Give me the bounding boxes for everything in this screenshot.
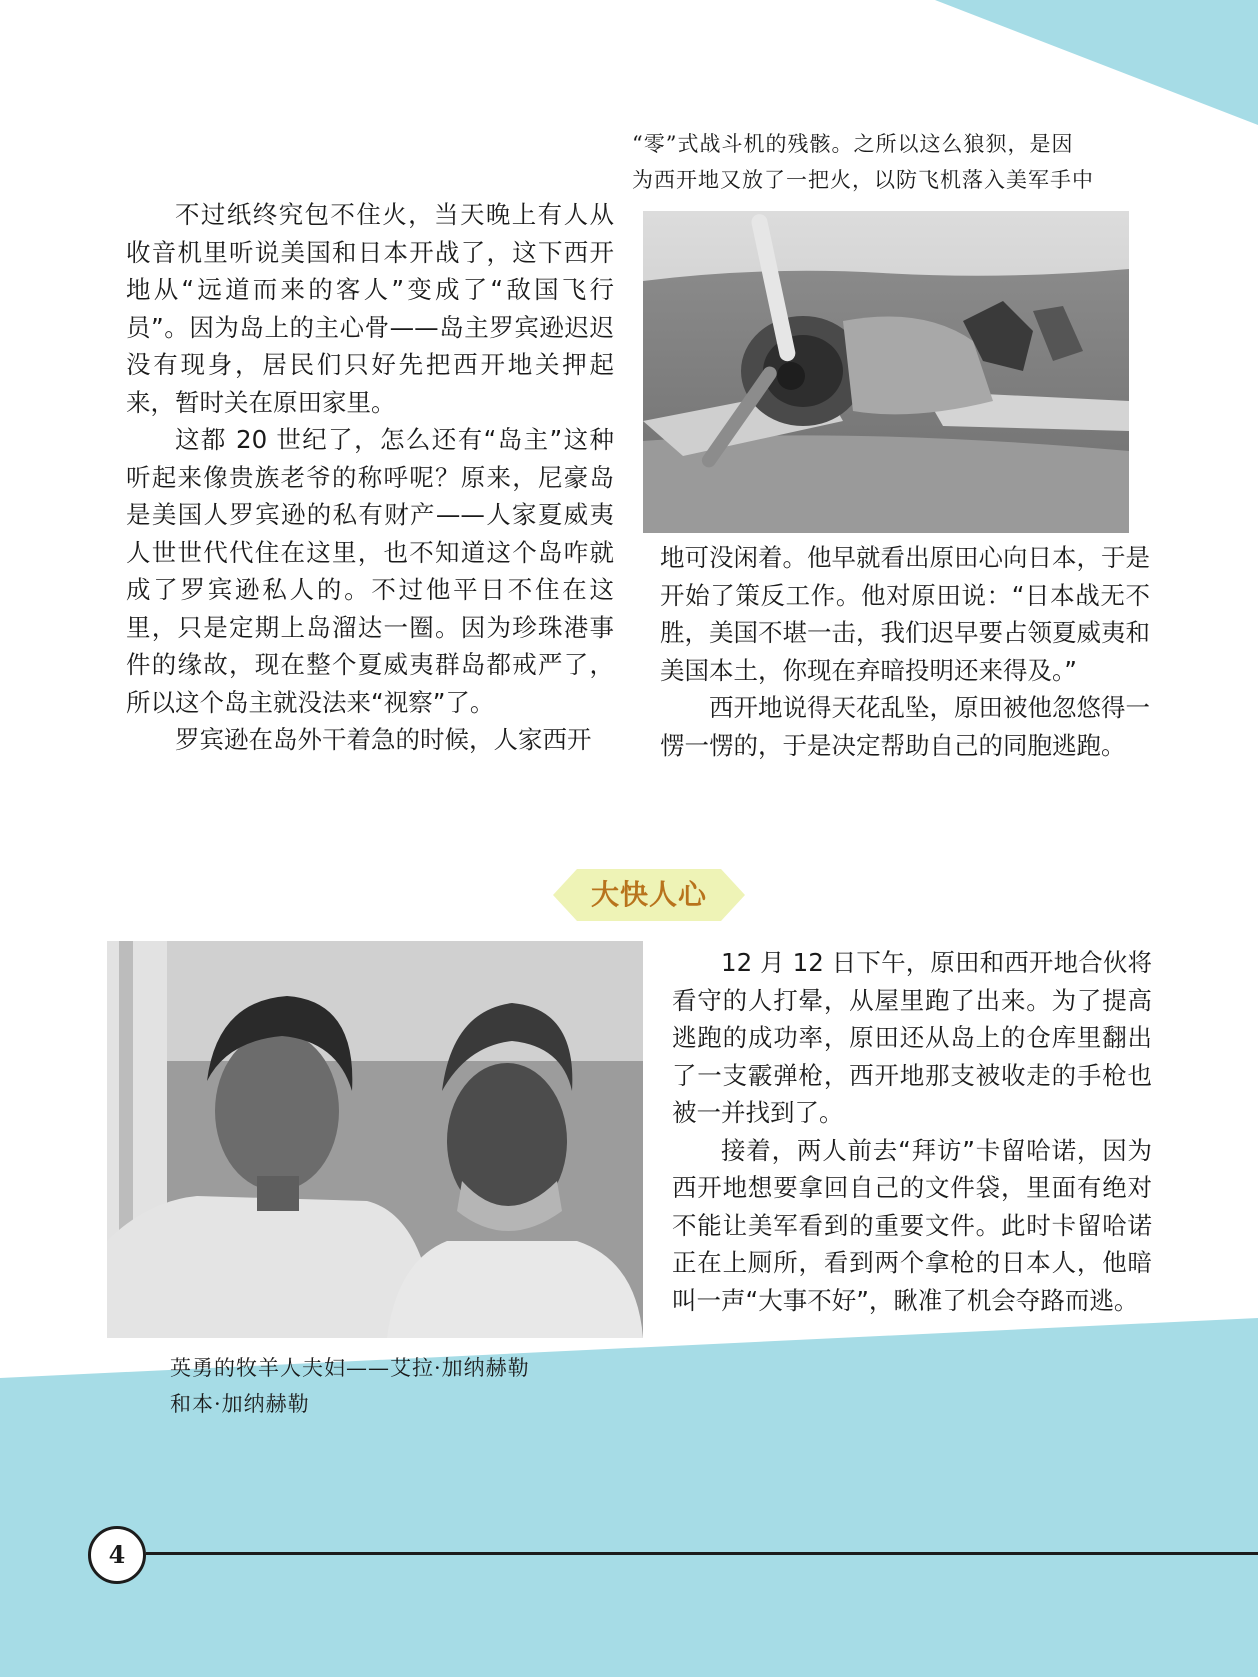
photo2-caption — [170, 1350, 630, 1422]
body-paragraph: 罗宾逊在岛外干着急的时候，人家西开 — [175, 725, 592, 754]
body-paragraph: 不过纸终究包不住火，当天晚上有人从收音机里听说美国和日本开战了，这下西开地从“远道而来的客人”变成了“敌国飞行员”。因为岛上的主心骨——岛主罗宾逊迟迟没有现身，居民们只好先把西开地关押起来，暂时关在原田家里。 — [126, 200, 614, 417]
photo2-caption-line: 和本·加纳赫勒 — [170, 1392, 310, 1416]
body-paragraph: 地可没闲着。他早就看出原田心向日本，于是开始了策反工作。他对原田说：“日本战无不胜，美国不堪一击，我们迟早要占领夏威夷和美国本土，你现在弃暗投明还来得及。” — [660, 543, 1150, 685]
body-paragraph: 接着，两人前去“拜访”卡留哈诺，因为西开地想要拿回自己的文件袋，里面有绝对不能让美军看到的重要文件。此时卡留哈诺正在上厕所，看到两个拿枪的日本人，他暗叫一声“大事不好”，瞅准了机会夺路而逃。 — [672, 1135, 1152, 1315]
photo1-caption — [632, 126, 1172, 198]
body-paragraph: 西开地说得天花乱坠，原田被他忽悠得一愣一愣的，于是决定帮助自己的同胞逃跑。 — [660, 693, 1150, 760]
body-paragraph: 这都 20 世纪了，怎么还有“岛主”这种听起来像贵族老爷的称呼呢？原来，尼豪岛是美国人罗宾逊的私有财产——人家夏威夷人世世代代住在这里，也不知道这个岛咋就成了罗宾逊私人的。不过他平日不住在这里，只是定期上岛溜达一圈。因为珍珠港事件的缘故，现在整个夏威夷群岛都戒严了，所以这个岛主就没法来“视察”了。 — [126, 425, 614, 717]
photo1-caption-line: “零”式战斗机的残骸。之所以这么狼狈，是因 — [632, 132, 1074, 156]
section-heading-badge — [553, 869, 745, 921]
left-text-column — [126, 196, 614, 759]
body-paragraph: 12 月 12 日下午，原田和西开地合伙将看守的人打晕，从屋里跑了出来。为了提高逃跑的成功率，原田还从岛上的仓库里翻出了一支霰弹枪，西开地那支被收走的手枪也被一并找到了。 — [672, 948, 1152, 1127]
shepherd-couple-photo — [107, 941, 643, 1338]
top-right-accent-shape — [935, 0, 1258, 125]
footer-rule — [146, 1552, 1258, 1555]
section-title: 大快人心 — [590, 878, 707, 911]
section-text-column — [672, 944, 1152, 1319]
photo2-caption-line: 英勇的牧羊人夫妇——艾拉·加纳赫勒 — [170, 1356, 530, 1380]
photo1-caption-line: 为西开地又放了一把火，以防飞机落入美军手中 — [632, 168, 1094, 192]
zero-fighter-wreck-photo — [643, 211, 1129, 533]
page-number: 4 — [88, 1526, 146, 1584]
right-text-column — [660, 539, 1150, 764]
